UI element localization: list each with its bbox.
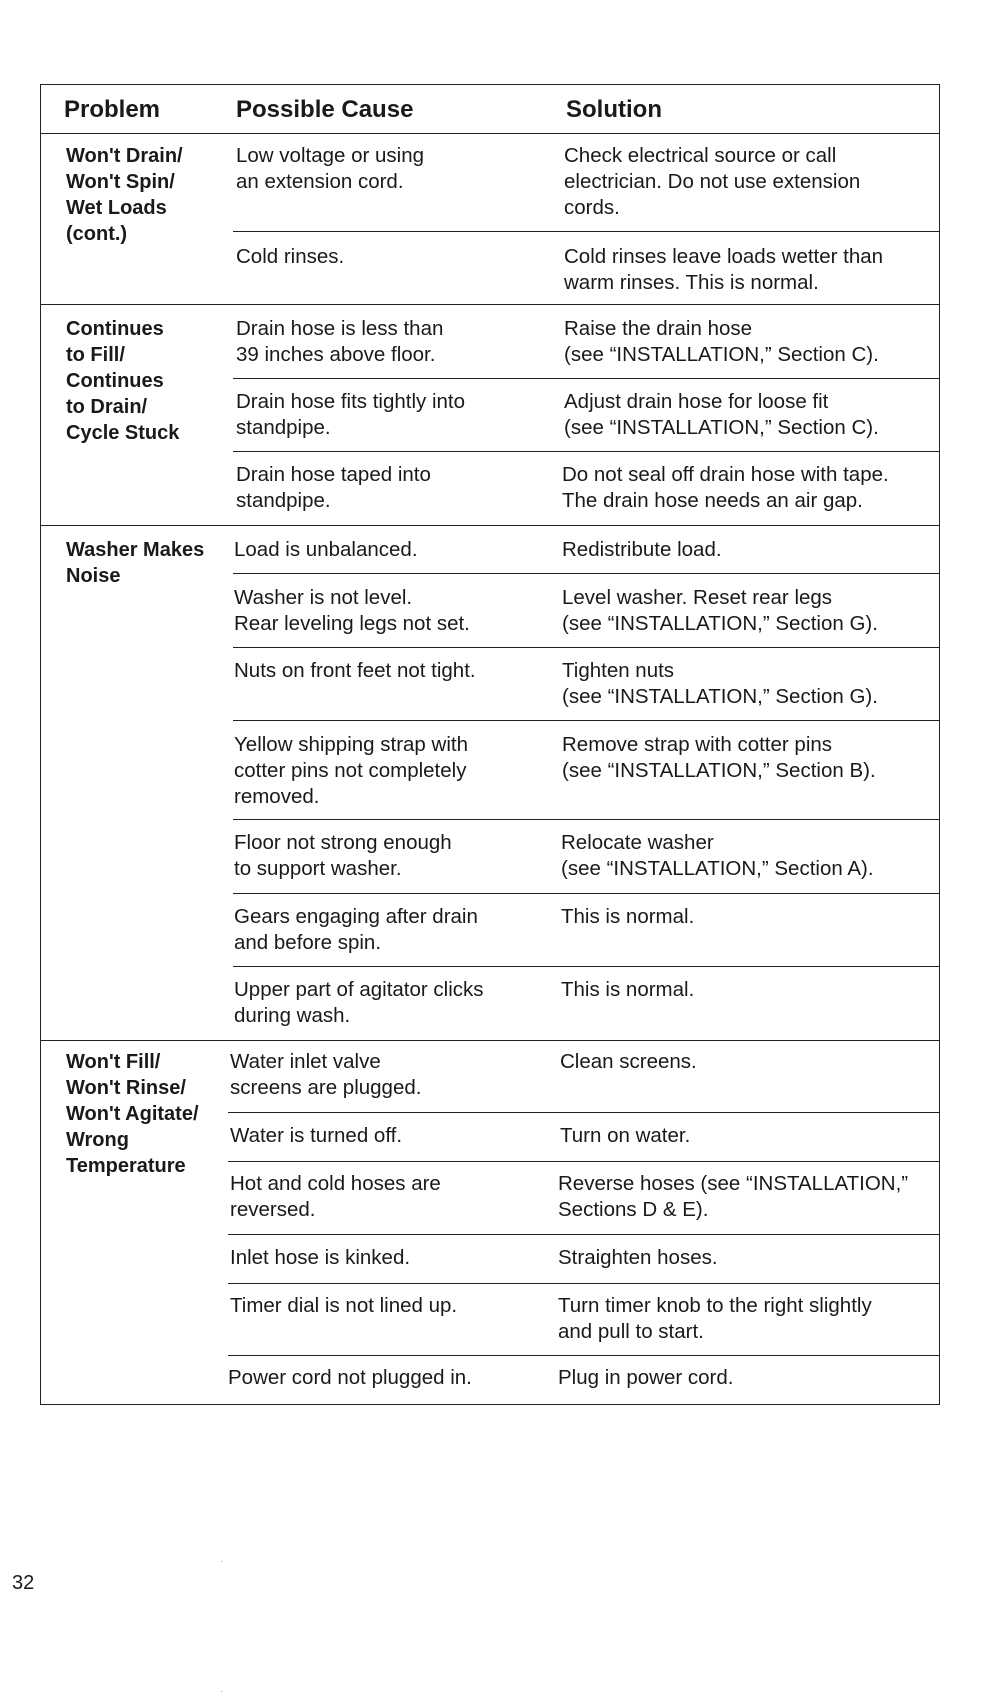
- header-problem: Problem: [64, 96, 161, 123]
- page-number: 32: [12, 1572, 35, 1594]
- cause-cell: Drain hose is less than 39 inches above floor.: [236, 317, 444, 366]
- solution-cell: Level washer. Reset rear legs (see “INSTALLATION,” Section G).: [562, 586, 878, 635]
- group-divider: [40, 1040, 940, 1041]
- solution-cell: Turn on water.: [560, 1124, 691, 1147]
- cause-cell: Yellow shipping strap with cotter pins not completely removed.: [234, 733, 468, 808]
- scan-speck: ·: [220, 1686, 224, 1697]
- problem-label: Won't Drain/ Won't Spin/ Wet Loads (cont.): [66, 145, 183, 245]
- row-divider: [233, 819, 940, 820]
- scan-speck: ·: [220, 1556, 224, 1567]
- solution-cell: Redistribute load.: [562, 538, 722, 561]
- row-divider: [233, 451, 940, 452]
- cause-cell: Washer is not level. Rear leveling legs not set.: [234, 586, 470, 635]
- row-divider: [233, 378, 940, 379]
- row-divider: [233, 966, 940, 967]
- cause-cell: Water inlet valve screens are plugged.: [230, 1050, 422, 1099]
- solution-cell: This is normal.: [561, 978, 695, 1001]
- row-divider: [228, 1283, 940, 1284]
- cause-cell: Load is unbalanced.: [234, 538, 418, 561]
- cause-cell: Drain hose fits tightly into standpipe.: [236, 390, 466, 439]
- solution-cell: Clean screens.: [560, 1050, 697, 1073]
- solution-cell: Remove strap with cotter pins (see “INSTALLATION,” Section B).: [562, 733, 876, 782]
- row-divider: [233, 893, 940, 894]
- row-divider: [228, 1355, 940, 1356]
- group-divider: [40, 525, 940, 526]
- solution-cell: Straighten hoses.: [558, 1246, 718, 1269]
- solution-cell: Cold rinses leave loads wetter than warm rinses. This is normal.: [564, 245, 884, 294]
- cause-cell: Gears engaging after drain and before spin.: [234, 905, 478, 954]
- header-solution: Solution: [566, 96, 662, 123]
- problem-label: Washer Makes Noise: [66, 539, 205, 587]
- row-divider: [233, 573, 940, 574]
- row-divider: [228, 1161, 940, 1162]
- row-divider: [228, 1234, 940, 1235]
- header-possible-cause: Possible Cause: [236, 96, 414, 123]
- solution-cell: Turn timer knob to the right slightly and pull to start.: [558, 1294, 872, 1343]
- cause-cell: Drain hose taped into standpipe.: [236, 463, 431, 512]
- solution-cell: This is normal.: [561, 905, 695, 928]
- solution-cell: Relocate washer (see “INSTALLATION,” Section A).: [561, 831, 874, 880]
- problem-label: Continues to Fill/ Continues to Drain/ Cycle Stuck: [66, 318, 180, 444]
- solution-cell: Plug in power cord.: [558, 1366, 734, 1389]
- cause-cell: Floor not strong enough to support washer.: [234, 831, 452, 880]
- solution-cell: Reverse hoses (see “INSTALLATION,” Sections D & E).: [558, 1172, 909, 1221]
- header-divider: [40, 133, 940, 134]
- solution-cell: Tighten nuts (see “INSTALLATION,” Section G).: [562, 659, 878, 708]
- row-divider: [233, 231, 940, 232]
- row-divider: [233, 720, 940, 721]
- cause-cell: Water is turned off.: [230, 1124, 403, 1147]
- row-divider: [228, 1112, 940, 1113]
- cause-cell: Cold rinses.: [236, 245, 345, 268]
- solution-cell: Check electrical source or call electrician. Do not use extension cords.: [564, 144, 861, 219]
- cause-cell: Nuts on front feet not tight.: [234, 659, 476, 682]
- group-divider: [40, 304, 940, 305]
- solution-cell: Raise the drain hose (see “INSTALLATION,” Section C).: [564, 317, 879, 366]
- cause-cell: Power cord not plugged in.: [228, 1366, 472, 1389]
- cause-cell: Low voltage or using an extension cord.: [236, 144, 425, 193]
- solution-cell: Adjust drain hose for loose fit (see “INSTALLATION,” Section C).: [564, 390, 879, 439]
- cause-cell: Upper part of agitator clicks during wash.: [234, 978, 484, 1027]
- row-divider: [233, 647, 940, 648]
- cause-cell: Inlet hose is kinked.: [230, 1246, 411, 1269]
- cause-cell: Hot and cold hoses are reversed.: [230, 1172, 441, 1221]
- solution-cell: Do not seal off drain hose with tape. The drain hose needs an air gap.: [562, 463, 889, 512]
- problem-label: Won't Fill/ Won't Rinse/ Won't Agitate/ Wrong Temperature: [66, 1051, 199, 1177]
- cause-cell: Timer dial is not lined up.: [230, 1294, 458, 1317]
